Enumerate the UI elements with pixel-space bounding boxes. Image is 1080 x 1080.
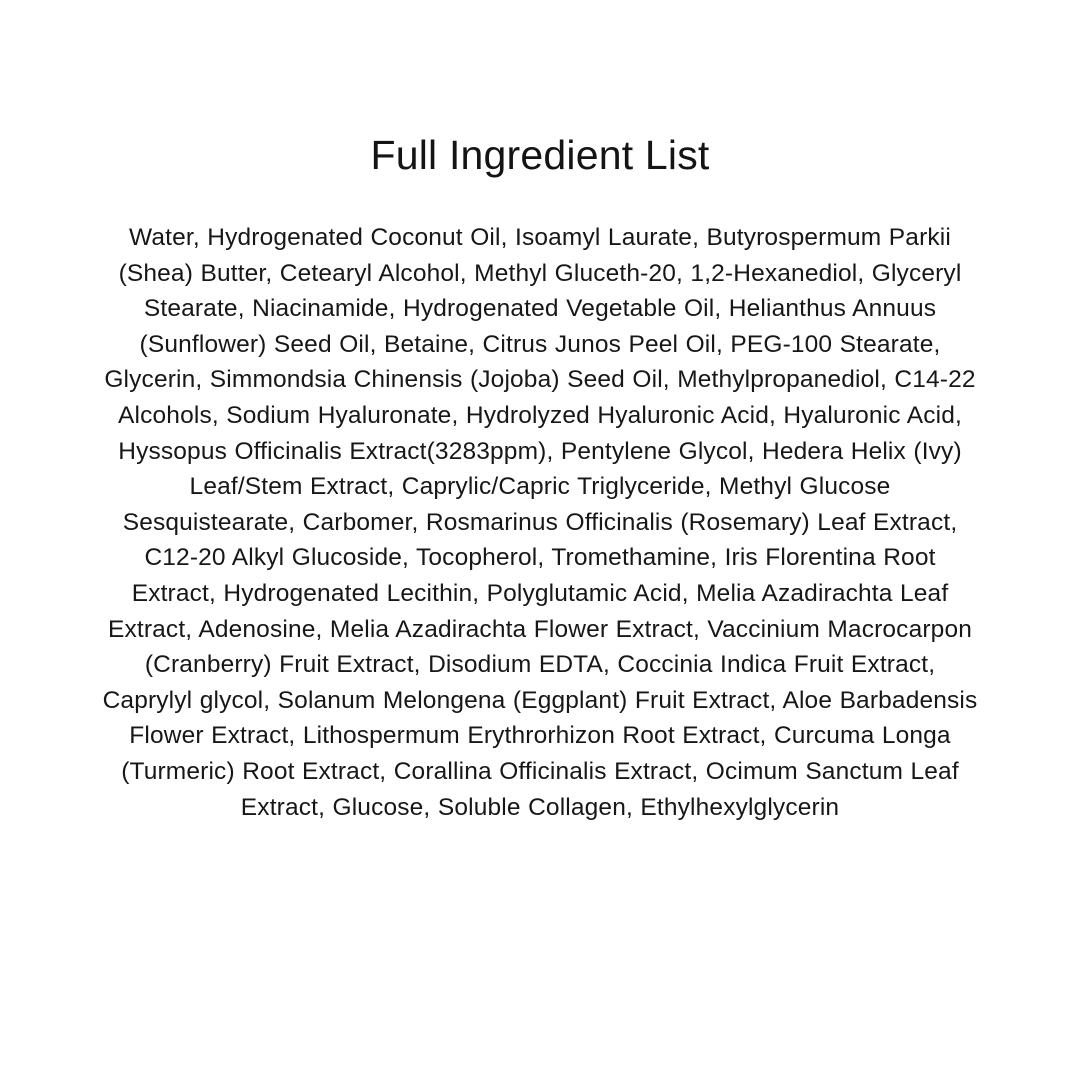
- ingredient-list-body: Water, Hydrogenated Coconut Oil, Isoamyl Laurate, Butyrospermum Parkii (Shea) Butter, Cetearyl Alcohol, Methyl Gluceth-20, 1,2-Hexanediol, Glyceryl Stearate, Niacinamide, Hydrogenated Vegetable Oil, Helianthus Annuus (Sunflower) Seed Oil, Betaine, Citrus Junos Peel Oil, PEG-100 Stearate, Glycerin, Simmondsia Chinensis (Jojoba) Seed Oil, Methylpropanediol, C14-22 Alcohols, Sodium Hyaluronate, Hydrolyzed Hyaluronic Acid, Hyaluronic Acid, Hyssopus Officinalis Extract(3283ppm), Pentylene Glycol, Hedera Helix (Ivy) Leaf/Stem Extract, Caprylic/Capric Triglyceride, Methyl Glucose Sesquistearate, Carbomer, Rosmarinus Officinalis (Rosemary) Leaf Extract, C12-20 Alkyl Glucoside, Tocopherol, Tromethamine, Iris Florentina Root Extract, Hydrogenated Lecithin, Polyglutamic Acid, Melia Azadirachta Leaf Extract, Adenosine, Melia Azadirachta Flower Extract, Vaccinium Macrocarpon (Cranberry) Fruit Extract, Disodium EDTA, Coccinia Indica Fruit Extract, Caprylyl glycol, Solanum Melongena (Eggplant) Fruit Extract, Aloe Barbadensis Flower Extract, Lithospermum Erythrorhizon Root Extract, Curcuma Longa (Turmeric) Root Extract, Corallina Officinalis Extract, Ocimum Sanctum Leaf Extract, Glucose, Soluble Collagen, Ethylhexylglycerin: [102, 224, 978, 821]
- page-title: Full Ingredient List: [370, 132, 710, 179]
